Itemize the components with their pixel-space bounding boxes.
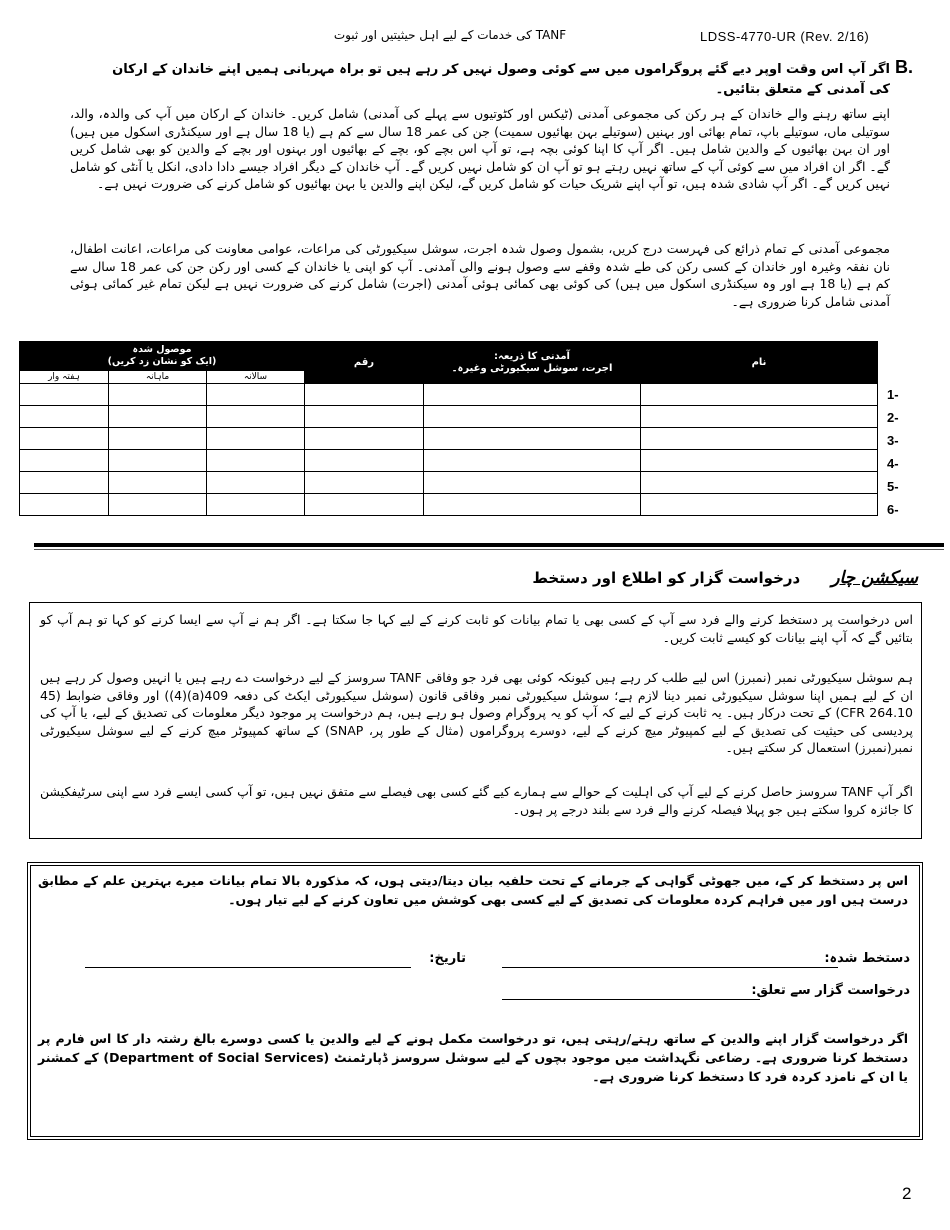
monthly-cell[interactable] [109,406,207,428]
signature-box [27,862,923,1140]
table-row [20,384,878,406]
name-cell[interactable] [641,450,878,472]
row-number: 5- [887,479,899,494]
annual-cell[interactable] [207,494,305,516]
table-row [20,494,878,516]
form-number: LDSS-4770-UR (Rev. 2/16) [700,29,870,44]
monthly-cell[interactable] [109,428,207,450]
weekly-subheader: ہفتہ وار [20,371,109,384]
section-four-heading [150,568,918,588]
monthly-cell[interactable] [109,494,207,516]
source-cell[interactable] [424,450,641,472]
monthly-subheader: ماہانہ [109,371,207,384]
received-column-header: موصول شدہ (ایک کو نشان زد کریں) [20,342,305,371]
row-number: 4- [887,456,899,471]
row-number: 2- [887,410,899,425]
amount-cell[interactable] [305,472,424,494]
page-header-title: TANF کی خدمات کے لیے اہل حیثیتیں اور ثبوت [333,28,567,42]
table-row [20,450,878,472]
amount-cell[interactable] [305,450,424,472]
weekly-cell[interactable] [20,384,109,406]
applicant-notice-box [29,602,922,839]
name-cell[interactable] [641,494,878,516]
proof-notice-paragraph: اس درخواست پر دستخط کرنے والے فرد سے آپ کے کسی بھی یا تمام بیانات کو ثابت کرنے کے لیے کہا جا سکتا ہے۔ اگر ہم نے آپ سے ایسا کرنے کو کہا تو ہم آپ کو بتائیں گے کہ آپ اپنے بیانات کو کیسے ثابت کریں۔ [40,612,913,645]
minor-applicant-notice: اگر درخواست گزار اپنے والدین کے ساتھ رہتے/رہتی ہیں، تو درخواست مکمل ہونے کے لیے والدین یا کسی دوسرے بالغ رشتہ دار کا اس فارم پر دستخط کرنا ضروری ہے۔ رضاعی نگہداشت میں موجود بچوں کے لیے سوشل سروسز ڈپارٹمنٹ (Department of Social Services) کے کمشنر یا ان کے نامزد کردہ فرد کا دستخط کرنا ضروری ہے۔ [38,1031,908,1084]
row-number: 6- [887,502,899,517]
income-source-column-header: آمدنی کا ذریعہ: اجرت، سوشل سیکیورٹی وغیرہ۔ [424,342,641,384]
relationship-line[interactable] [502,999,760,1000]
annual-cell[interactable] [207,428,305,450]
name-column-header: نام [641,342,878,384]
annual-cell[interactable] [207,406,305,428]
amount-cell[interactable] [305,428,424,450]
amount-column-header: رقم [305,342,424,384]
annual-cell[interactable] [207,450,305,472]
income-sources-paragraph: مجموعی آمدنی کے تمام ذرائع کی فہرست درج کریں، بشمول وصول شدہ اجرت، سوشل سیکیورٹی کی مراعات، عوامی معاونت کی مراعات، اعانت اطفال، نان نفقہ وغیرہ اور خاندان کے کسی رکن کی طے شدہ وقفے سے وصول ہونے والی آمدنی۔ آپ کو اپنی یا خاندان کے کسی اور رکن جن کی عمر 18 سال سے کم ہے (یا 18 ہے اور وہ سیکنڈری اسکول میں ہیں) کی کوئی بھی کمائی ہوئی آمدنی (اجرت) شامل کرنے کی ضرورت نہیں ہے لیکن تمام غیر کمائی ہوئی آمدنی شامل کرنا ضروری ہے۔ [70,241,890,309]
source-cell[interactable] [424,428,641,450]
section-four-title: درخواست گزار کو اطلاع اور دستخط [532,569,801,587]
relationship-label: درخواست گزار سے تعلق: [751,983,910,998]
name-cell[interactable] [641,406,878,428]
section-divider-thin [34,549,944,550]
section-b-heading: اگر آپ اس وقت اوپر دیے گئے پروگراموں میں سے کوئی وصول نہیں کر رہے ہیں تو براہ مہربانی ہمیں اپنے خاندان کے ارکان کی آمدنی کے متعلق بتائیں۔ [112,62,890,97]
name-cell[interactable] [641,428,878,450]
source-cell[interactable] [424,494,641,516]
annual-cell[interactable] [207,472,305,494]
weekly-cell[interactable] [20,450,109,472]
monthly-cell[interactable] [109,450,207,472]
date-label: تاریخ: [429,951,466,966]
source-cell[interactable] [424,384,641,406]
monthly-cell[interactable] [109,384,207,406]
amount-cell[interactable] [305,406,424,428]
date-line[interactable] [85,967,411,968]
weekly-cell[interactable] [20,494,109,516]
family-members-paragraph: اپنے ساتھ رہنے والے خاندان کے ہر رکن کی مجموعی آمدنی (ٹیکس اور کٹوتیوں سے پہلے کی آمدنی) شامل کریں۔ خاندان کے ارکان میں آپ کی والدہ، والد، سوتیلی ماں، سوتیلے باپ، تمام بھائی اور بہنیں (سوتیلے بہن بھائیوں سمیت) جن کی عمر 18 سال سے کم ہے (یا 18 سال ہے اور سیکنڈری اسکول میں ہیں) اور ان بہن بھائیوں کے والدین شامل ہیں۔ اگر آپ کا اپنا کوئی بچہ ہے، تو آپ اس بچے کو، بچے کے بھائیوں اور بہنوں اور بچے کے والدین کو بھی شامل کریں گے۔ اگر ان افراد میں سے کوئی آپ کے ساتھ نہیں رہتے ہو تو آپ ان کو شامل نہیں کریں گے۔ آپ خاندان کے دیگر افراد جیسے دادا دادی، انکل یا آنٹی کو شامل نہیں کریں گے۔ اگر آپ شادی شدہ ہیں، تو آپ اپنے شریک حیات کو شامل کریں گے، لیکن اپنے والدین یا بہن بھائیوں کو شامل کرنے کی ضرورت نہیں ہے۔ [70,106,890,191]
monthly-cell[interactable] [109,472,207,494]
signed-label: دستخط شدہ: [824,951,910,966]
section-four-label: سیکشن چار [831,568,918,588]
section-divider [34,543,944,547]
signature-line[interactable] [502,967,838,968]
name-cell[interactable] [641,384,878,406]
annual-subheader: سالانہ [207,371,305,384]
table-row [20,428,878,450]
ssn-notice-paragraph: ہم سوشل سیکیورٹی نمبر (نمبرز) اس لیے طلب کر رہے ہیں کیونکہ کوئی بھی فرد جو وفاقی TANF سروسز کے لیے درخواست دے رہے ہیں یا انہیں وصول کر رہے ہیں ان کے لیے ہمیں اپنا سوشل سیکیورٹی نمبر دینا لازم ہے؛ سوشل سیکیورٹی نمبر وفاقی قانون (سوشل سیکیورٹی ایکٹ کی دفعہ 409(a)(4)) اور وفاقی ضوابط (45 CFR 264.10) کے تحت درکار ہیں۔ یہ ثابت کرنے کے لیے کہ آپ کو یہ پروگرام وصول ہو رہے ہیں، ہم درخواست پر موجود دیگر معلومات کی تصدیق کے لیے، یا آپ کی پردیسی کی حیثیت کی تصدیق کے لیے کمپیوٹر میچ کرنے کے لیے، دوسرے پروگراموں (مثال کے طور پر، SNAP) کے ساتھ کمپیوٹر میچ کرنے کے لیے سوشل سیکیورٹی نمبر(نمبرز) استعمال کر سکتے ہیں۔ [40,670,913,755]
row-number: 3- [887,433,899,448]
amount-cell[interactable] [305,494,424,516]
table-row [20,472,878,494]
table-row [20,406,878,428]
name-cell[interactable] [641,472,878,494]
review-notice-paragraph: اگر آپ TANF سروسز حاصل کرنے کے لیے آپ کی اہلیت کے حوالے سے ہمارے کیے گئے کسی بھی فیصلے سے متفق نہیں ہیں، تو آپ کسی ایسے فرد سے اپنی سرٹیفکیشن کا جائزہ کروا سکتے ہیں جو پہلا فیصلہ کرنے والے فرد سے بلند درجے پر ہوں۔ [40,784,913,817]
row-number: 1- [887,387,899,402]
declaration-text: اس پر دستخط کر کے، میں جھوٹی گواہی کے جرمانے کے تحت حلفیہ بیان دیتا/دیتی ہوں، کہ مذکورہ بالا تمام بیانات میرے بہترین علم کے مطابق درست ہیں اور میں فراہم کردہ معلومات کی تصدیق کے لیے کسی بھی کوشش میں تعاون کرنے کے لیے تیار ہوں۔ [38,873,908,907]
amount-cell[interactable] [305,384,424,406]
weekly-cell[interactable] [20,472,109,494]
weekly-cell[interactable] [20,406,109,428]
source-cell[interactable] [424,472,641,494]
source-cell[interactable] [424,406,641,428]
annual-cell[interactable] [207,384,305,406]
weekly-cell[interactable] [20,428,109,450]
section-b-letter: B. [895,57,913,77]
income-table [19,341,878,516]
page-number: 2 [902,1184,912,1203]
